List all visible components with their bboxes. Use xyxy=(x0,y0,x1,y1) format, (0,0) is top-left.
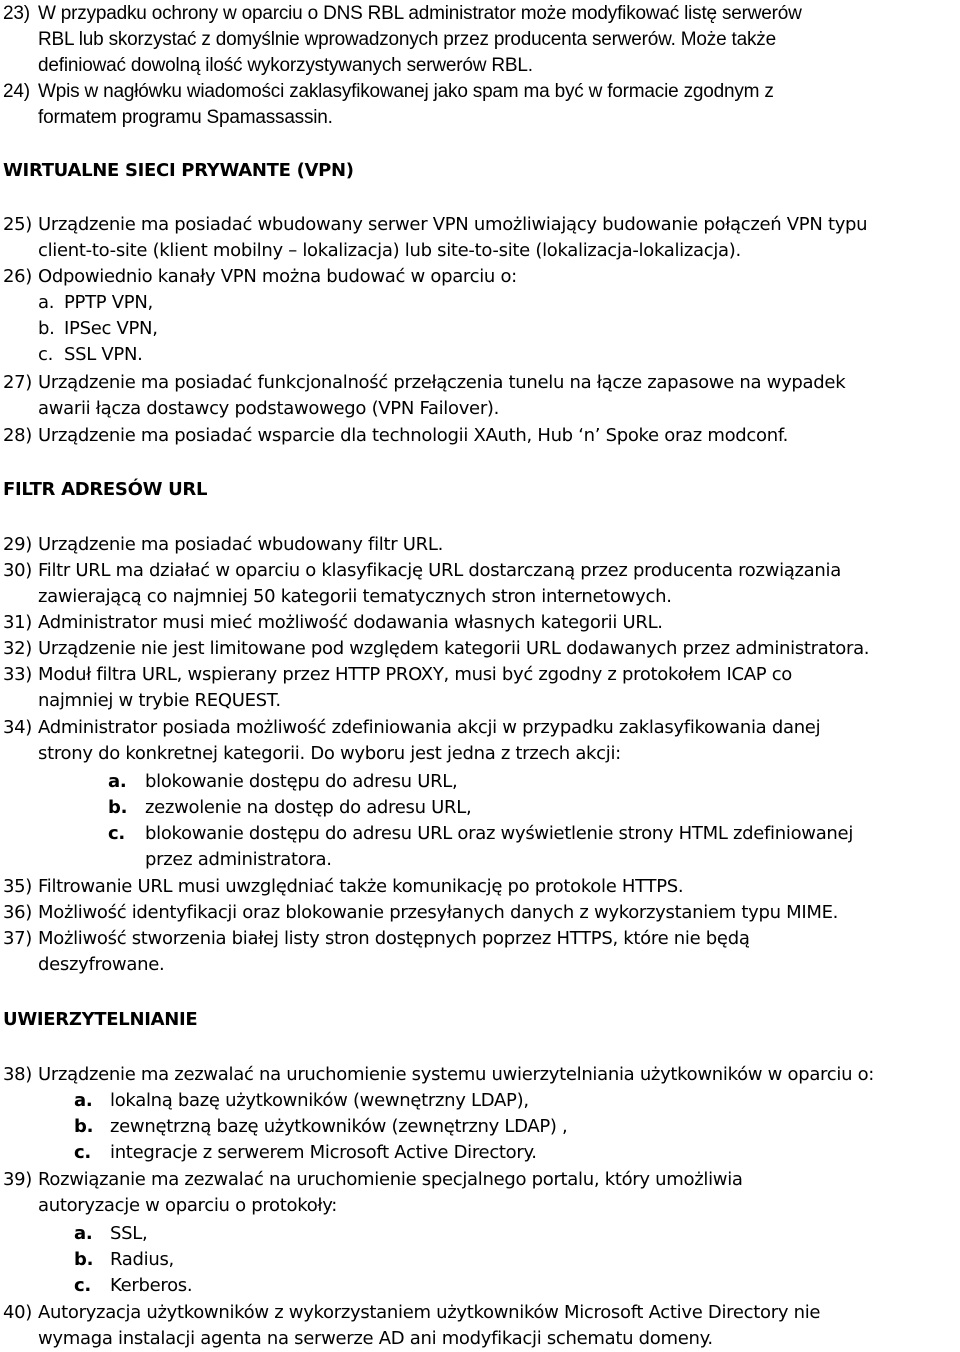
sub-item-text: lokalną bazę użytkowników (wewnętrzny LDAP), xyxy=(110,1090,529,1111)
sub-item-letter: a. xyxy=(108,771,127,792)
item-text: Odpowiednio kanały VPN można budować w oparciu o: xyxy=(38,266,517,287)
item-text: Urządzenie ma posiadać wsparcie dla technologii XAuth, Hub ‘n’ Spoke oraz modconf. xyxy=(38,425,788,446)
item-text: Możliwość stworzenia białej listy stron dostępnych poprzez HTTPS, które nie będą xyxy=(38,928,750,949)
item-text-cont: najmniej w trybie REQUEST. xyxy=(38,690,281,711)
section-heading-auth: UWIERZYTELNIANIE xyxy=(3,1009,198,1030)
sub-item-letter: c. xyxy=(74,1275,91,1296)
item-text-cont: strony do konkretnej kategorii. Do wyboru jest jedna z trzech akcji: xyxy=(38,743,621,764)
sub-item-text: Kerberos. xyxy=(110,1275,193,1296)
item-text-cont: wymaga instalacji agenta na serwerze AD ani modyfikacji schematu domeny. xyxy=(38,1328,713,1349)
section-heading-vpn: WIRTUALNE SIECI PRYWANTE (VPN) xyxy=(3,160,354,181)
item-text: Wpis w nagłówku wiadomości zaklasyfikowanej jako spam ma być w formacie zgodnym z xyxy=(38,81,774,102)
sub-item-text-cont: przez administratora. xyxy=(145,849,332,870)
item-text-cont: formatem programu Spamassassin. xyxy=(38,107,333,128)
sub-item-letter: a. xyxy=(74,1090,93,1111)
item-text-cont: deszyfrowane. xyxy=(38,954,165,975)
item-text: Moduł filtra URL, wspierany przez HTTP PROXY, musi być zgodny z protokołem ICAP co xyxy=(38,664,793,685)
sub-item-letter: c. xyxy=(108,823,125,844)
item-number: 30) xyxy=(3,560,33,581)
item-text: Urządzenie ma posiadać wbudowany filtr URL. xyxy=(38,534,443,555)
item-number: 24) xyxy=(3,81,30,102)
sub-item-text: blokowanie dostępu do adresu URL oraz wyświetlenie strony HTML zdefiniowanej xyxy=(145,823,854,844)
item-number: 36) xyxy=(3,902,33,923)
item-text-cont: client-to-site (klient mobilny – lokalizacja) lub site-to-site (lokalizacja-lokalizacja). xyxy=(38,240,741,261)
item-text: Rozwiązanie ma zezwalać na uruchomienie specjalnego portalu, który umożliwia xyxy=(38,1169,743,1190)
item-text: Możliwość identyfikacji oraz blokowanie przesyłanych danych z wykorzystaniem typu MIME. xyxy=(38,902,839,923)
sub-item-text: blokowanie dostępu do adresu URL, xyxy=(145,771,458,792)
item-number: 31) xyxy=(3,612,33,633)
item-text: Urządzenie ma posiadać funkcjonalność przełączenia tunelu na łącze zapasowe na wypadek xyxy=(38,372,846,393)
item-text: Administrator musi mieć możliwość dodawania własnych kategorii URL. xyxy=(38,612,663,633)
item-number: 25) xyxy=(3,214,33,235)
item-number: 38) xyxy=(3,1064,33,1085)
item-number: 26) xyxy=(3,266,33,287)
item-number: 32) xyxy=(3,638,33,659)
sub-item-text: Radius, xyxy=(110,1249,174,1270)
item-number: 37) xyxy=(3,928,33,949)
item-number: 28) xyxy=(3,425,33,446)
item-text-cont: autoryzacje w oparciu o protokoły: xyxy=(38,1195,338,1216)
sub-item-letter: b. xyxy=(74,1116,94,1137)
item-number: 23) xyxy=(3,3,30,24)
section-heading-url: FILTR ADRESÓW URL xyxy=(3,479,208,500)
item-number: 35) xyxy=(3,876,33,897)
item-text-cont: RBL lub skorzystać z domyślnie wprowadzonych przez producenta serwerów. Może także xyxy=(38,29,776,50)
sub-item-letter: a. xyxy=(38,292,55,313)
sub-item-letter: b. xyxy=(38,318,55,339)
sub-item-letter: b. xyxy=(74,1249,94,1270)
item-number: 27) xyxy=(3,372,33,393)
sub-item-text: zezwolenie na dostęp do adresu URL, xyxy=(145,797,472,818)
item-number: 33) xyxy=(3,664,33,685)
item-text: Urządzenie nie jest limitowane pod względem kategorii URL dodawanych przez administratora. xyxy=(38,638,870,659)
sub-item-text: PPTP VPN, xyxy=(64,292,153,313)
sub-item-text: zewnętrzną bazę użytkowników (zewnętrzny LDAP) , xyxy=(110,1116,568,1137)
item-text-cont: zawierającą co najmniej 50 kategorii tematycznych stron internetowych. xyxy=(38,586,672,607)
item-number: 39) xyxy=(3,1169,33,1190)
item-text: Filtr URL ma działać w oparciu o klasyfikację URL dostarczaną przez producenta rozwiązania xyxy=(38,560,841,581)
sub-item-text: integracje z serwerem Microsoft Active Directory. xyxy=(110,1142,537,1163)
sub-item-letter: c. xyxy=(38,344,54,365)
item-number: 34) xyxy=(3,717,33,738)
item-text: Filtrowanie URL musi uwzględniać także komunikację po protokole HTTPS. xyxy=(38,876,684,897)
item-text: W przypadku ochrony w oparciu o DNS RBL administrator może modyfikować listę serwerów xyxy=(38,3,802,24)
item-text: Autoryzacja użytkowników z wykorzystaniem użytkowników Microsoft Active Directory nie xyxy=(38,1302,821,1323)
item-text: Urządzenie ma zezwalać na uruchomienie systemu uwierzytelniania użytkowników w oparciu o: xyxy=(38,1064,875,1085)
sub-item-text: SSL VPN. xyxy=(64,344,143,365)
item-text: Administrator posiada możliwość zdefiniowania akcji w przypadku zaklasyfikowania danej xyxy=(38,717,821,738)
sub-item-letter: a. xyxy=(74,1223,93,1244)
sub-item-text: SSL, xyxy=(110,1223,148,1244)
sub-item-letter: c. xyxy=(74,1142,91,1163)
sub-item-letter: b. xyxy=(108,797,128,818)
sub-item-text: IPSec VPN, xyxy=(64,318,158,339)
item-text: Urządzenie ma posiadać wbudowany serwer VPN umożliwiający budowanie połączeń VPN typu xyxy=(38,214,868,235)
item-number: 40) xyxy=(3,1302,33,1323)
item-text-cont: definiować dowolną ilość wykorzystywanych serwerów RBL. xyxy=(38,55,533,76)
item-number: 29) xyxy=(3,534,33,555)
item-text-cont: awarii łącza dostawcy podstawowego (VPN Failover). xyxy=(38,398,500,419)
